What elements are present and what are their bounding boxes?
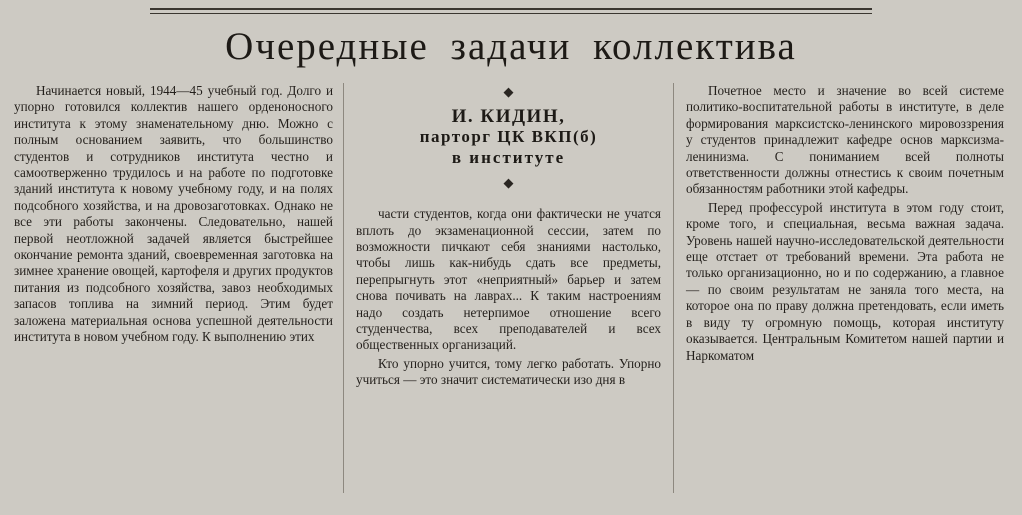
byline-role: парторг ЦК ВКП(б) [419,127,598,147]
bottom-fade [0,505,1022,515]
byline-place: в институте [451,147,566,167]
article-columns [14,83,1008,493]
paragraph: Начинается новый, 1944—45 учебный год. Долго и упорно готовился коллектив нашего орденоносного института к этому знаменательному дню. Можно с полным основанием заявить, что большинство студентов и сотрудников института честно и самоотверженно трудилось и на работе по подготовке зданий института к новому учебному году, и на полях подсобного хозяйства, и на дровозаготовках. Однако не все эти работы закончены. Следовательно, нашей первой неотложной задачей является быстрейшее окончание ремонта зданий, своевременная заготовка на зимнее хранение овощей, картофеля и других продуктов питания из подсобного хозяйства, завоз необходимых запасов топлива на зимний период. Этим будет заложена материальная основа успешной деятельности института в новом учебном году. К выполнению этих [14,83,333,345]
byline-author: И. КИДИН, [451,106,566,127]
ornament-diamond-top-icon: ◆ [503,84,514,99]
column-left [14,83,344,493]
column-center [344,83,674,493]
column-right [674,83,1004,493]
paragraph: части студентов, когда они фактически не учатся вплоть до экзаменационной сессии, затем по возможности пичкают себя знаниями настолько, чтобы лишь как-нибудь сдать все предметы, перепрыгнуть этот «неприятный» барьер и затем снова почивать на лаврах... К таким настроениям надо создать нетерпимое отношение всего студенчества, всех преподавателей и всех общественных организаций. [356,206,661,353]
paragraph: Кто упорно учится, тому легко работать. Упорно учиться — это значит систематически изо дня в [356,355,661,388]
ornament-diamond-bottom-icon: ◆ [503,175,514,191]
byline [356,85,661,190]
paragraph: Почетное место и значение во всей системе политико-воспитательной работы в институте, в деле формирования марксистско-ленинского мировоззрения у студентов принадлежит кафедре основ марксизма-ленинизма. С пониманием всей полноты ответственности должны отнестись к своим почетным обязанностям работники этой кафедры. [686,83,1004,197]
paragraph: Перед профессурой института в этом году стоит, кроме того, и специальная, весьма важная задача. Уровень нашей научно-исследовательской деятельности еще отстает от требований времени. Эта работа не только организационно, но и по содержанию, а главное — по своим результатам не заняла того места, на которое она по праву должна претендовать, если иметь в виду ту огромную помощь, которая институту оказывается. Центральным Комитетом нашей партии и Наркоматом [686,199,1004,363]
page-title: Очередные задачи коллектива [225,25,797,68]
top-divider-rule [150,8,872,14]
